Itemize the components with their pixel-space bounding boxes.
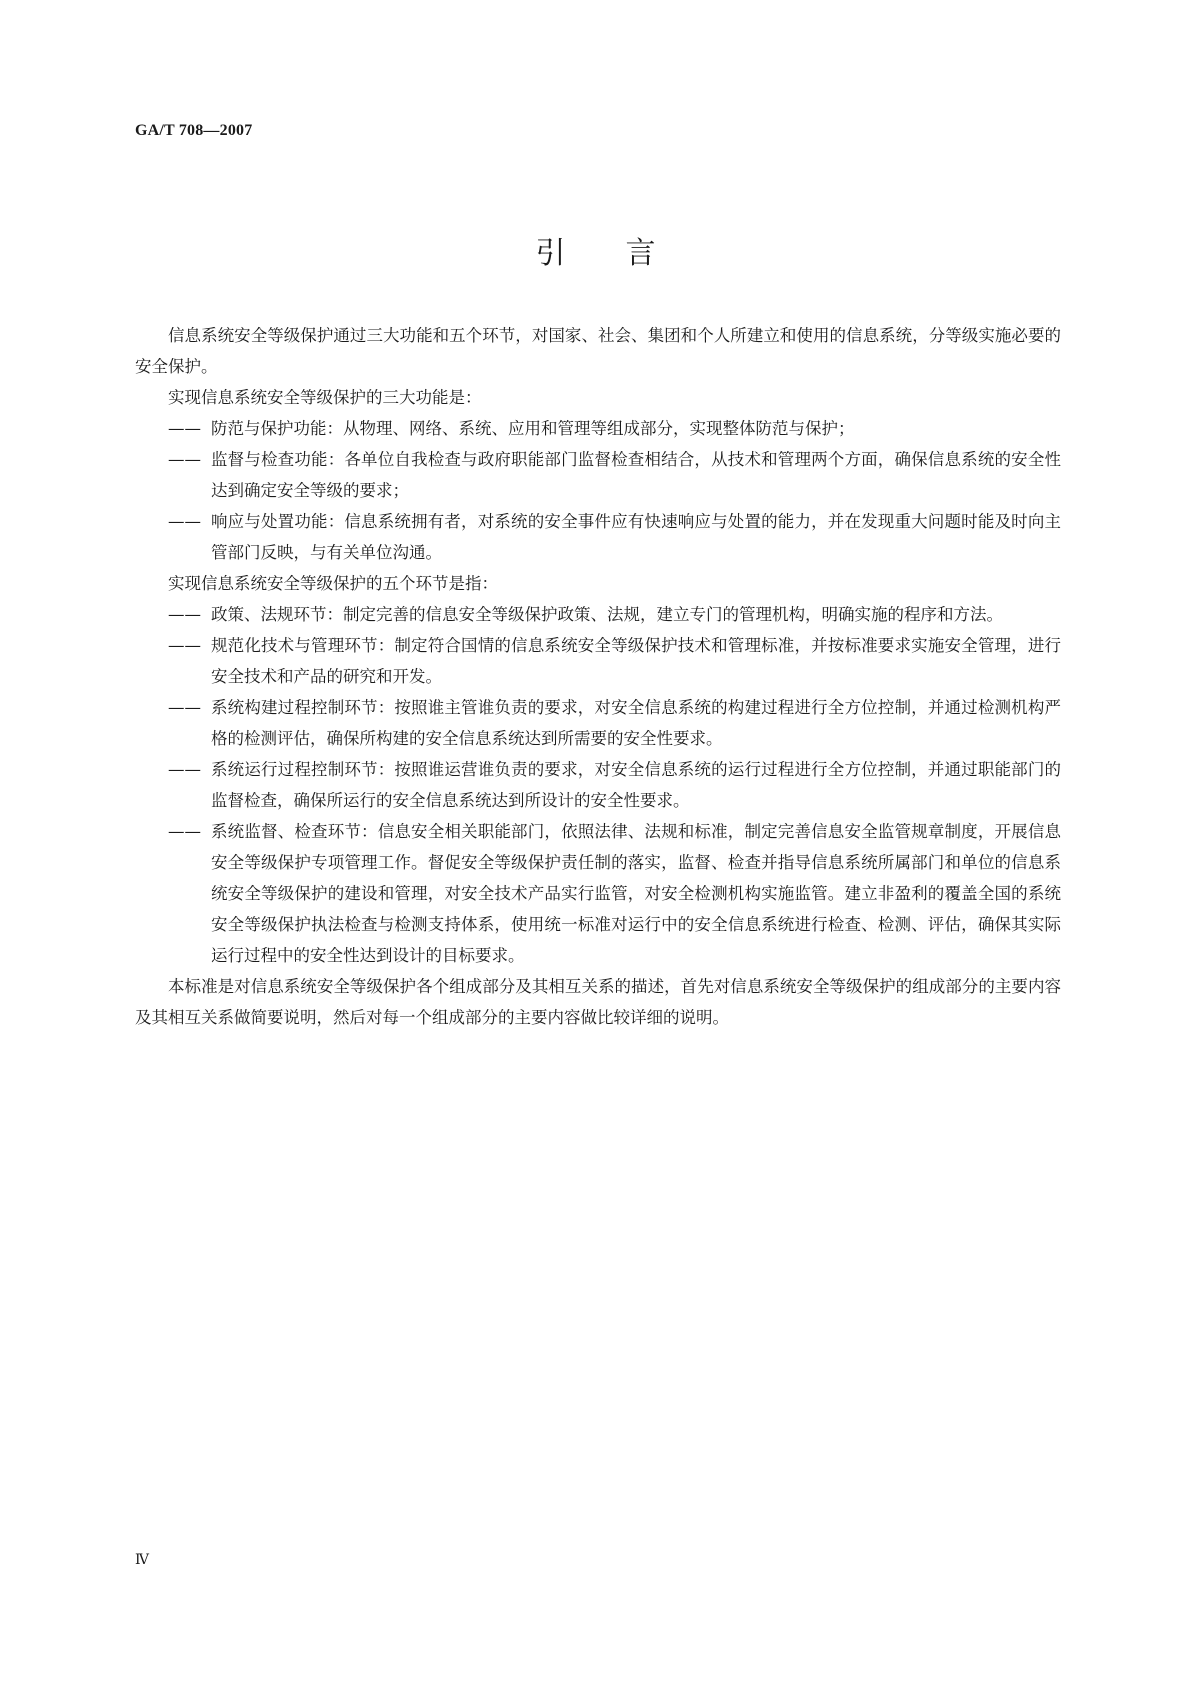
list-item-text: 政策、法规环节：制定完善的信息安全等级保护政策、法规，建立专门的管理机构，明确实施的程序和方法。 — [211, 605, 1003, 624]
list-item-link-3 — [135, 692, 1061, 754]
list-item-link-5 — [135, 816, 1061, 971]
dash-marker: —— — [168, 450, 201, 469]
list-item-text: 系统构建过程控制环节：按照谁主管谁负责的要求，对安全信息系统的构建过程进行全方位控制，并通过检测机构严格的检测评估，确保所构建的安全信息系统达到所需要的安全性要求。 — [211, 698, 1061, 748]
document-body — [135, 320, 1061, 1033]
list-item-link-4 — [135, 754, 1061, 816]
list-item-text: 系统运行过程控制环节：按照谁运营谁负责的要求，对安全信息系统的运行过程进行全方位控制，并通过职能部门的监督检查，确保所运行的安全信息系统达到所设计的安全性要求。 — [211, 760, 1061, 810]
dash-marker: —— — [168, 698, 201, 717]
dash-marker: —— — [168, 636, 201, 655]
list-item-link-1 — [135, 599, 1061, 630]
standard-code: GA/T 708—2007 — [135, 122, 253, 139]
functions-heading: 实现信息系统安全等级保护的三大功能是： — [168, 388, 482, 407]
dash-marker: —— — [168, 605, 201, 624]
list-item-function-1 — [135, 413, 1061, 444]
dash-marker: —— — [168, 822, 201, 841]
links-heading: 实现信息系统安全等级保护的五个环节是指： — [168, 574, 498, 593]
closing-paragraph: 本标准是对信息系统安全等级保护各个组成部分及其相互关系的描述，首先对信息系统安全等级保护的组成部分的主要内容及其相互关系做简要说明，然后对每一个组成部分的主要内容做比较详细的说明。 — [135, 977, 1061, 1027]
list-item-text: 系统监督、检查环节：信息安全相关职能部门，依照法律、法规和标准，制定完善信息安全监管规章制度，开展信息安全等级保护专项管理工作。督促安全等级保护责任制的落实，监督、检查并指导信息系统所属部门和单位的信息系统安全等级保护的建设和管理，对安全技术产品实行监管，对安全检测机构实施监管。建立非盈利的覆盖全国的系统安全等级保护执法检查与检测支持体系，使用统一标准对运行中的安全信息系统进行检查、检测、评估，确保其实际运行过程中的安全性达到设计的目标要求。 — [211, 822, 1061, 965]
dash-marker: —— — [168, 512, 201, 531]
list-item-text: 监督与检查功能：各单位自我检查与政府职能部门监督检查相结合，从技术和管理两个方面，确保信息系统的安全性达到确定安全等级的要求； — [211, 450, 1061, 500]
dash-marker: —— — [168, 419, 201, 438]
list-item-text: 规范化技术与管理环节：制定符合国情的信息系统安全等级保护技术和管理标准，并按标准要求实施安全管理，进行安全技术和产品的研究和开发。 — [211, 636, 1061, 686]
dash-marker: —— — [168, 760, 201, 779]
list-item-text: 防范与保护功能：从物理、网络、系统、应用和管理等组成部分，实现整体防范与保护； — [211, 419, 855, 438]
intro-paragraph: 信息系统安全等级保护通过三大功能和五个环节，对国家、社会、集团和个人所建立和使用的信息系统，分等级实施必要的安全保护。 — [135, 326, 1061, 376]
page-number: Ⅳ — [135, 1553, 149, 1568]
list-item-link-2 — [135, 630, 1061, 692]
list-item-text: 响应与处置功能：信息系统拥有者，对系统的安全事件应有快速响应与处置的能力，并在发现重大问题时能及时向主管部门反映，与有关单位沟通。 — [211, 512, 1061, 562]
list-item-function-3 — [135, 506, 1061, 568]
list-item-function-2 — [135, 444, 1061, 506]
page-title: 引言 — [535, 236, 716, 271]
